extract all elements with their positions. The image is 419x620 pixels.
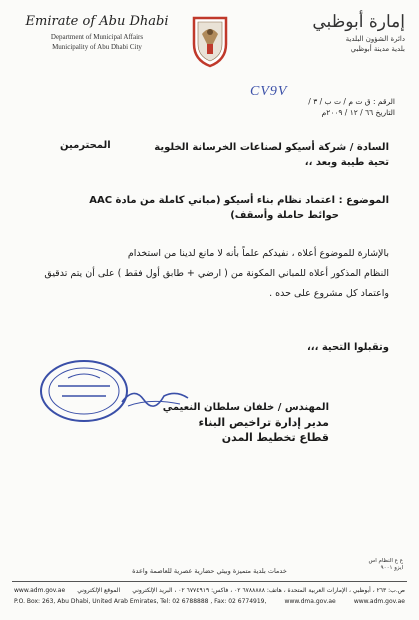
reference-block: [308, 96, 395, 118]
reference-number: الرقم : ق ت م / ت ب / ٣ /: [308, 97, 395, 106]
signatory-title: مدير إدارة تراخيص البناء: [198, 416, 329, 429]
addressee-line: السادة / شركة أسيكو لصناعات الخرسانة الخلوية: [154, 142, 389, 153]
body-line-3: واعتماد كل مشروع على حده .: [269, 288, 389, 299]
body-paragraph: [44, 244, 389, 304]
footer-divider: [12, 581, 407, 582]
signatory-name: المهندس / خلفان سلطان النعيمي: [162, 402, 329, 413]
english-municipality: Municipality of Abu Dhabi City: [52, 43, 142, 51]
official-stamp-icon: [38, 356, 130, 426]
arabic-header: [255, 12, 405, 54]
honorific: المحترمين: [60, 140, 111, 151]
iso-mark: ع ع النظام اس ايزو ٩٠٠١: [368, 558, 403, 571]
subject-line-2: حوائط حاملة وأسقف): [230, 210, 339, 221]
addressee-block: [154, 140, 389, 170]
english-dept: Department of Municipal Affairs: [50, 33, 144, 41]
footer-english-web[interactable]: www.dma.gov.ae: [284, 598, 336, 605]
body-line-2: النظام المذكور أعلاه للمباني المكونة من ( ارضي + طابق أول فقط ) على أن يتم تدقيق: [44, 268, 389, 279]
reference-date: التاريخ ٦٦ / ١٢ / ٢٠٠٩م: [321, 108, 395, 117]
subject-line-1: الموضوع : اعتماد نظام بناء أسيكو (مباني كاملة من مادة AAC: [89, 195, 389, 206]
footer-arabic-web: الموقع الإلكتروني: [77, 587, 121, 594]
subject-block: [49, 193, 389, 223]
signature-block: [163, 400, 329, 445]
closing-line: وتقبلوا التحية ،،،: [306, 342, 389, 353]
handwritten-number: CV9V: [250, 84, 288, 99]
abu-dhabi-emblem-icon: [190, 14, 230, 68]
footer-arabic-email[interactable]: www.adm.gov.ae: [14, 587, 66, 594]
footer-english: [14, 598, 405, 605]
arabic-municipality: بلدية مدينة أبوظبي: [350, 45, 405, 53]
footer-tagline: خدمات بلدية متميزة وبيئي حضارية عصرية للعاصمة واعدة: [132, 567, 287, 575]
english-title: Emirate of Abu Dhabi: [25, 14, 169, 29]
footer-arabic: [14, 587, 405, 594]
footer-arabic-address: ص.ب: ٢٦٣ ، أبوظبي ، الإمارات العربية المتحدة ، هاتف: ٦٧٨٨٨٨٨ ٠٢ ، فاكس: ٦٧٧٤٩١٩ ٠٢ ، البريد الإلكتروني: [132, 587, 405, 594]
arabic-title: إمارة أبوظبي: [312, 12, 405, 32]
signatory-sector: قطاع تخطيط المدن: [221, 431, 329, 444]
footer-english-email[interactable]: www.adm.gov.ae: [353, 598, 405, 605]
greeting-line: تحية طيبة وبعد ،،: [304, 157, 389, 168]
english-header: [12, 14, 182, 52]
footer-english-address: P.O. Box: 263, Abu Dhabi, United Arab Emirates, Tel: 02 6788888 , Fax: 02 6774919,: [14, 598, 267, 605]
body-line-1: بالإشارة للموضوع أعلاه ، نفيدكم علماً بأنه لا مانع لدينا من استخدام: [127, 248, 389, 259]
arabic-dept: دائرة الشؤون البلدية: [345, 35, 405, 43]
